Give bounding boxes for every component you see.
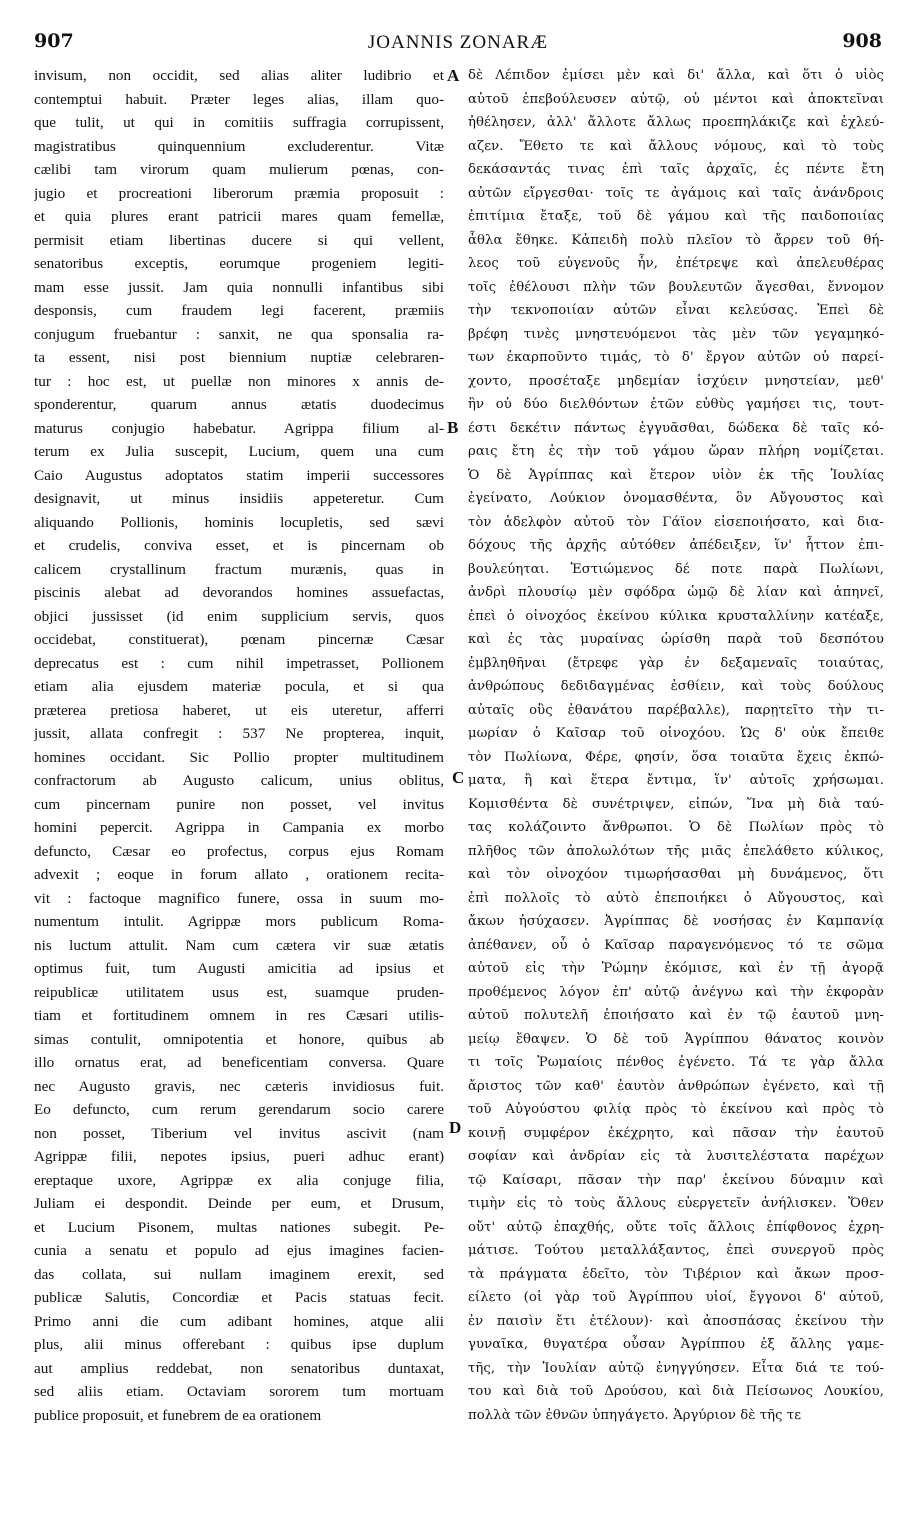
greek-text-line: γυναῖκα, θυγατέρα οὖσαν Ἀγρίππου ἐξ ἄλλης γαμε-	[468, 1337, 884, 1352]
latin-text-line: permisit etiam libertinas ducere si qui vellent,	[34, 231, 444, 249]
greek-text-line: τι τοῖς Ῥωμαίοις πένθος ἐγένετο. Τά τε γὰρ ἄλλα	[468, 1055, 884, 1070]
latin-text-line: Juliam ei despondit. Deinde per eum, et Drusum,	[34, 1195, 444, 1212]
greek-text-line: ἀνδρὶ πλουσίῳ μὲν σφόδρα ὠμῷ δὲ λίαν καὶ ἀπηνεῖ,	[468, 585, 884, 600]
latin-text-line: designavit, ut minus insidiis appeteretur. Cum	[34, 490, 444, 507]
greek-text-line: σοφίαν καὶ ἀνδρίαν εἰς τὰ λυσιτελέστατα παρέχων	[468, 1149, 884, 1164]
latin-text-line: plus, alii minus offerebant : quibus ipse duplum	[34, 1336, 444, 1353]
latin-text-line: calicem crystallinum fractum murænis, quas in	[34, 560, 444, 578]
latin-text-line: cælibi tam virorum quam mulierum pœnas, con-	[34, 161, 444, 178]
latin-text-line: mam esse jussit. Jam quia nonnulli infantibus sibi	[34, 278, 444, 296]
greek-text-line: τοῦ Αὐγούστου φιλίᾳ πρὸς τὸ ἐκείνου καὶ πρὸς τὸ	[468, 1102, 884, 1117]
latin-text-line: confractorum ab Augusto calicum, unius oblitus,	[34, 772, 444, 789]
greek-text-line: οὔτ' αὐτῷ ἐπαχθής, οὔτε τοῖς ἄλλοις ἐπίφθονος ἐχρη-	[468, 1219, 884, 1235]
greek-text-line: Ὁ δὲ Ἀγρίππας καὶ ἕτερον υἱὸν ἐκ τῆς Ἰουλίας	[468, 467, 884, 483]
greek-text-line: ἀπέθανεν, οὗ ὁ Καῖσαρ παραγενόμενος τό τε σῶμα	[468, 937, 884, 953]
latin-text-line: cunia a senatu et populo ad ejus imagines facien-	[34, 1242, 444, 1259]
greek-text-line: αὐταῖς οὓς ἐθανάτου παρέβαλλε), παρῃτεῖτο τὴν τι-	[468, 702, 884, 718]
latin-text-line: sponderentur, quarum annus ætatis duodecimus	[34, 396, 444, 413]
greek-text-line: ἐπιτίμια ἔταξε, τοῦ δὲ γάμου καὶ τῆς παιδοποιίας	[468, 209, 884, 224]
latin-text-line: Primo anni die cum adibant homines, atque alii	[34, 1312, 444, 1330]
latin-text-line: defuncto, Cæsar eo profectus, corpus ejus Romam	[34, 842, 444, 860]
latin-text-line: deprecatus est : cum nihil impetrasset, Pollionem	[34, 654, 444, 672]
latin-text-line: tur : hoc est, ut puellæ non minores x annis de-	[34, 372, 444, 390]
latin-text-line: numentum intulit. Agrippæ mors publicum Roma-	[34, 913, 444, 930]
greek-text-line: τοῖς ἐθέλουσι πλὴν τῶν βουλευτῶν ἄγεσθαι, ἔννομον	[468, 279, 884, 295]
greek-text-line: του καὶ διὰ τοῦ Δρούσου, καὶ διὰ Πείσωνος Λουκίου,	[468, 1384, 884, 1399]
section-marker-d: D	[449, 1118, 462, 1137]
latin-text-line: terum ex Julia suscepit, Lucium, quem una cum	[34, 443, 444, 460]
greek-text-line: λεος τοῦ εὐγενοῦς ἦν, ἐπέτρεψε καὶ ἀπελευθέρας	[468, 256, 884, 271]
greek-text-line: έστι δεκέτιν πάντως ἐγγυᾶσθαι, δώδεκα δὲ ταῖς κό-	[468, 420, 884, 436]
latin-text-line: et Lucium Pisonem, multas nationes subegit. Pe-	[34, 1218, 444, 1236]
latin-text-line: nec Augusto gravis, nec cæteris invidiosus fuit.	[34, 1077, 444, 1095]
latin-text-line: advexit ; eoque in forum allato , orationem recita-	[34, 866, 444, 883]
greek-text-line: ματα, ἢ καὶ ἕτερα ἔντιμα, ἵν' αὐτοῖς χρήσωμαι.	[468, 773, 884, 788]
greek-text-line: αὐτοῦ πολυτελῆ ἐποιήσατο καὶ ἐν τῷ ἑαυτοῦ μνη-	[468, 1008, 884, 1023]
latin-text-line: aliquando Pollionis, hominis locupletis, sed sævi	[34, 513, 444, 531]
latin-text-line: sed aliis etiam. Octaviam sororem tum mortuam	[34, 1383, 444, 1400]
latin-text-line: præterea pretiosa haberet, ut eis uteretur, afferri	[34, 701, 444, 719]
greek-text-line: ἆθλα ἔθηκε. Κἀπειδὴ πολὺ πλεῖον τὸ ἄρρεν τοῦ θή-	[468, 232, 884, 248]
greek-text-line: καὶ τὸν οἰνοχόον τιμωρήσασθαι μὴ δυνάμενος, ὅτι	[468, 867, 884, 882]
greek-text-line: πολλὰ τῶν ἐθνῶν ὑπηγάγετο. Ἀργύριον δὲ τῆς τε	[468, 1407, 802, 1423]
latin-text-line: vit : factoque magnifico funere, ossa in suum mo-	[34, 889, 444, 907]
greek-text-line: δὲ Λέπιδον ἐμίσει μὲν καὶ δι' ἄλλα, καὶ ὅτι ὁ υἱὸς	[468, 68, 884, 83]
latin-text-line: illo ornatus erat, ad beneficentiam conversa. Quare	[34, 1054, 444, 1071]
greek-text-line: Κομισθέντα δὲ συνέτριψεν, εἰπών, Ἵνα μὴ διὰ ταύ-	[468, 796, 884, 812]
greek-text-line: αὐτῶν εἴργεσθαι· τοῖς τε ἀγάμοις καὶ ταῖς ἀνάνδροις	[468, 185, 884, 201]
greek-text-line: μείῳ ἔθαψεν. Ὁ δὲ τοῦ Ἀγρίππου θάνατος κοινὸν	[468, 1031, 884, 1047]
greek-text-line: ἠθέλησεν, ἀλλ' ἄλλοτε ἄλλως προεπηλάκιζε καὶ ἐχλεύ-	[468, 115, 884, 130]
greek-text-line: κοινῇ συμφέρον ἐκέχρητο, καὶ πᾶσαν τὴν ἑαυτοῦ	[468, 1125, 884, 1141]
latin-text-line: tiam et fortitudinem omnem in res Cæsari utilis-	[34, 1007, 444, 1024]
greek-text-line: των ἐκαρποῦντο τιμάς, τὸ δ' ἔργον αὐτῶν οὐ παρεί-	[468, 350, 884, 365]
greek-text-line: ραις ἔτη ἐς τὴν τοῦ γάμου ὥραν πλήρη νομίζεται.	[468, 444, 884, 459]
latin-text-line: ereptaque uxore, Agrippæ ex alia conjuge filia,	[34, 1171, 444, 1189]
greek-text-line: τῆς, τὴν Ἰουλίαν αὐτῷ ἐνηγγύησεν. Εἶτα διά τε τού-	[468, 1360, 884, 1376]
latin-text-line: reipublicæ utilitatem usus est, suamque pruden-	[34, 983, 444, 1001]
greek-text-line: ἄκων ἡσύχασεν. Ἀγρίππας δὲ νοσήσας ἐν Καμπανίᾳ	[468, 914, 884, 929]
greek-text-line: τὰ πράγματα ἐδεῖτο, τὸν Τιβέριον καὶ ἄκων προσ-	[468, 1266, 884, 1282]
latin-text-line: cum pincernam punire non posset, vel invitus	[34, 795, 444, 813]
latin-text-line: ta essent, nisi post biennium nuptiæ celebraren-	[34, 349, 444, 366]
greek-text-line: τὴν τεκνοποιίαν αὐτῶν εἶναι κελεύσας. Ἐπεὶ δὲ	[468, 303, 884, 318]
greek-text-line: μωρίαν ὁ Καῖσαρ τοῦ οἰνοχόου. Ὡς δ' οὐκ ἔπειθε	[468, 726, 884, 741]
latin-text-line: maturus conjugio habebatur. Agrippa filium al-	[34, 419, 444, 437]
greek-column	[468, 64, 884, 1427]
latin-text-line: non posset, Tiberium vel invitus ascivit (nam	[34, 1124, 444, 1142]
latin-text-line: publicæ Salutis, Concordiæ et Pacis statuas fecit.	[34, 1289, 444, 1306]
latin-text-line: das collata, sui nullam imaginem erexit, sed	[34, 1265, 444, 1283]
greek-text-line: τιμὴν εἰς τὸ τοὺς ἄλλους εὐεργετεῖν ἀνήλισκεν. Ὅθεν	[468, 1196, 884, 1211]
greek-text-line: δεκάσαντάς τινας ἐπὶ ταῖς ἀρχαῖς, ἐς πέντε ἔτη	[468, 162, 884, 177]
greek-text-line: αὐτοῦ εἰς τὴν Ῥώμην ἐκόμισε, καὶ ἐν τῇ ἀγορᾷ	[468, 961, 884, 976]
page-number-right: 908	[842, 30, 882, 52]
greek-text-line: ἐπεὶ ὁ οἰνοχόος ἐκείνου κύλικα κρυσταλλίνην κατέαξε,	[468, 608, 884, 624]
latin-column	[34, 64, 444, 1427]
greek-text-line: τὸν Πωλίωνα, Φέρε, φησίν, ὅσα τοιαῦτα ἔχεις ἐκπώ-	[468, 749, 884, 765]
latin-text-line: etiam alia ejusdem materiæ pocula, et si qua	[34, 678, 444, 695]
greek-text-line: πλῆθος τῶν ἀπολωλότων τῆς μιᾶς ἐπελάθετο κύλικος,	[468, 843, 884, 859]
latin-text-line: piscinis alebat ad devorandos homines assuefactas,	[34, 584, 444, 601]
greek-text-line: δόχους τῆς ἀρχῆς αὐτόθεν ἀπέδειξεν, ἵν' ἧττον ἐπι-	[468, 538, 884, 553]
latin-text-line: que tulit, ut qui in comitiis suffragia corrupissent,	[34, 114, 444, 131]
latin-text-line: magistratibus quinquennium excluderentur. Vitæ	[34, 137, 444, 155]
latin-text-line: homines occidant. Sic Pollio propter multitudinem	[34, 748, 444, 766]
greek-text-line: καὶ ἐς τὰς μυραίνας ὡρίσθη παρὰ τοῦ δεσπότου	[468, 632, 884, 647]
greek-text-line: ἣν οὐ δύο διελθόντων ἐτῶν εὐθὺς γαμήσει τις, τουτ-	[468, 397, 884, 412]
greek-text-line: ἄριστος τῶν καθ' ἑαυτὸν ἀνθρώπων ἐγένετο, καὶ τῇ	[468, 1078, 884, 1094]
latin-text-line: homini pepercit. Agrippa in Campania ex morbo	[34, 819, 444, 836]
greek-text-line: χοντο, προσέταξε μηδεμίαν ἰσχύειν μνηστείαν, μεθ'	[468, 373, 884, 389]
latin-text-line: aut amplius reddebat, non senatoribus duntaxat,	[34, 1359, 444, 1377]
section-marker-a: A	[447, 66, 460, 85]
section-marker-c: C	[452, 768, 465, 787]
latin-text-line: et quia plures erant patricii mares quam femellæ,	[34, 208, 444, 225]
greek-text-line: προθέμενος λόγον ἐπ' αὐτῷ ἀνέγνω καὶ τὴν ἐκφορὰν	[468, 984, 884, 1000]
latin-text-line: senatoribus exceptis, eorumque progeniem legiti-	[34, 255, 444, 272]
latin-text-line: conjugum fruebantur : sanxit, ne qua sponsalia ra-	[34, 325, 444, 343]
latin-text-line: jugio et procreationi liberorum præmia proposuit :	[34, 184, 444, 202]
greek-text-line: ἐγείνατο, Λούκιον ὀνομασθέντα, ὃν Αὔγουστος καὶ	[468, 491, 884, 506]
latin-text-line: desponsis, cum fraudem legi facerent, præmiis	[34, 302, 444, 319]
page-header	[34, 30, 882, 62]
latin-text-line: Caio Augustus adoptatos statim imperii successores	[34, 466, 444, 484]
greek-text-line: τῷ Καίσαρι, πᾶσαν τὴν παρ' ἐκείνου δύναμιν καὶ	[468, 1172, 884, 1188]
latin-text-line: jussit, allata confregit : 537 Ne propterea, inquit,	[34, 725, 444, 742]
greek-text-line: βρέφη τινὲς μνηστευόμενοι τὰς μὲν τῶν γεγαμηκό-	[468, 326, 884, 342]
greek-text-line: μάτισε. Τούτου μεταλλάξαντος, ἐπεὶ συνεργοῦ πρὸς	[468, 1243, 884, 1258]
greek-text-line: βουλεύηται. Ἑστιώμενος δέ ποτε παρὰ Πωλίωνι,	[468, 561, 884, 577]
latin-text-line: Agrippæ filii, nepotes ipsius, pueri adhuc erant)	[34, 1148, 444, 1165]
latin-text-line: occidebat, constituerat), pœnam pincernæ Cæsar	[34, 631, 444, 648]
latin-text-line: Eo defuncto, cum rerum gerendarum socio carere	[34, 1101, 444, 1118]
latin-text-line: nis luctum attulit. Nam cum cætera vir suæ ætatis	[34, 936, 444, 954]
greek-text-line: ἐμβληθῆναι (ἔτρεφε γὰρ ἐν δεξαμεναῖς τοιαύτας,	[468, 655, 884, 671]
greek-text-line: τὸν ἀδελφὸν αὐτοῦ τὸν Γάϊον εἰσεποιήσατο, καὶ δια-	[468, 514, 884, 530]
greek-text-line: ἐπὶ πολλοῖς τὸ αὐτὸ ἐπεποιήκει ὁ Αὔγουστος, καὶ	[468, 890, 884, 906]
latin-text-line: objici jussisset (id enim supplicium servis, quos	[34, 607, 444, 625]
greek-text-line: αὐτοῦ ἐπεβούλευσεν αὐτῷ, οὐ μέντοι καὶ ἀποκτεῖναι	[468, 91, 884, 107]
latin-text-line: optimus fuit, tum Augusti amicitia ad ipsius et	[34, 960, 444, 977]
page-number-left: 907	[34, 30, 74, 52]
section-marker-b: B	[447, 418, 459, 437]
greek-text-line: είλετο (οἱ γὰρ τοῦ Ἀγρίππου υἱοί, ἔγγονοι δ' αὐτοῦ,	[468, 1290, 884, 1305]
greek-text-line: τας κολάζοιντο ἄνθρωποι. Ὁ δὲ Πωλίων πρὸς τὸ	[468, 820, 884, 835]
latin-text-line: et crudelis, conviva esset, et is pincernam ob	[34, 537, 444, 554]
latin-text-line: contemptui habuit. Præter leges alias, illam quo-	[34, 90, 444, 108]
greek-text-line: αζεν. Ἔθετο τε καὶ ἄλλους νόμους, καὶ τὸ τοὺς	[468, 138, 884, 154]
latin-text-line: simas contulit, omnipotentia et honore, quibus ab	[34, 1030, 444, 1048]
latin-text-line: invisum, non occidit, sed alias aliter ludibrio et	[34, 67, 444, 84]
greek-text-line: ἐν παισὶν ἔτι ἐτέλουν)· καὶ ἀποσπάσας ἐκείνου τὴν	[468, 1313, 884, 1329]
latin-text-line: publice proposuit, et funebrem de ea orationem	[34, 1406, 322, 1424]
running-title: JOANNIS ZONARÆ	[367, 32, 549, 53]
greek-text-line: ἀνθρώπους δεδιδαγμένας ἐσθίειν, καὶ τοὺς δούλους	[468, 679, 884, 694]
